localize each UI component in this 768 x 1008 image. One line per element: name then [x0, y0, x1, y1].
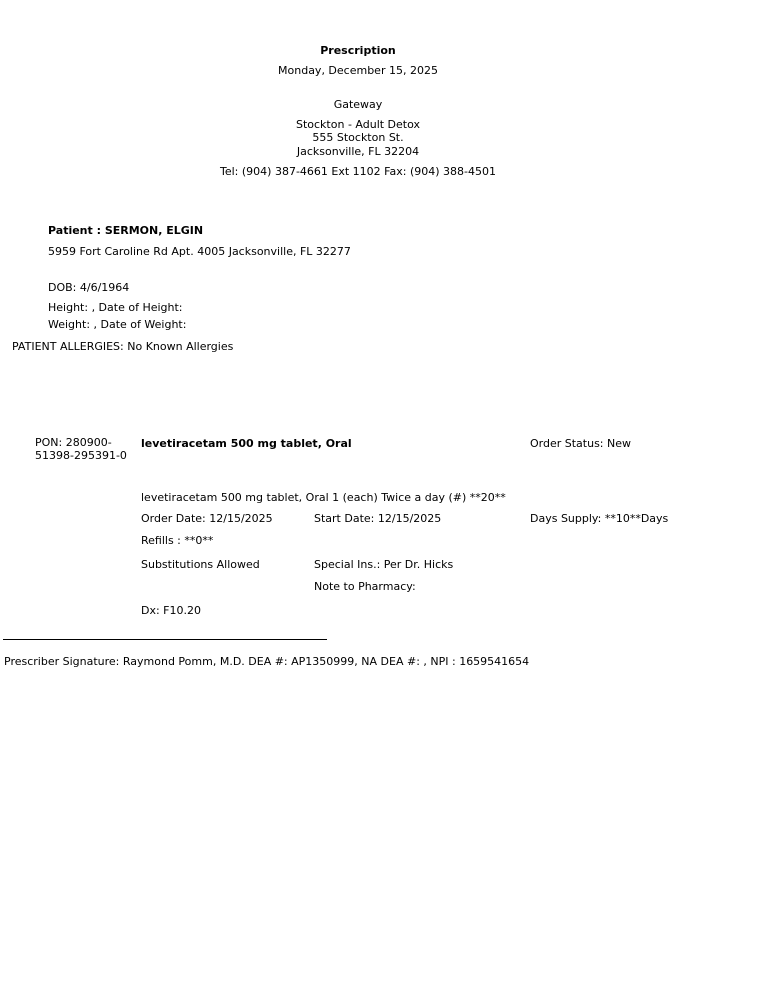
pon-line1: PON: 280900-	[35, 436, 112, 449]
substitutions: Substitutions Allowed	[141, 558, 260, 571]
facility-name: Stockton - Adult Detox	[295, 118, 421, 131]
signature-line	[3, 639, 327, 640]
organization-name: Gateway	[333, 98, 383, 111]
note-to-pharmacy: Note to Pharmacy:	[314, 580, 416, 593]
patient-address: 5959 Fort Caroline Rd Apt. 4005 Jacksonville, FL 32277	[48, 245, 351, 258]
facility-address-line1: 555 Stockton St.	[312, 131, 404, 144]
start-date: Start Date: 12/15/2025	[314, 512, 442, 525]
facility-contact: Tel: (904) 387-4661 Ext 1102 Fax: (904) 388-4501	[220, 165, 496, 178]
document-title: Prescription	[320, 44, 396, 57]
patient-allergies: PATIENT ALLERGIES: No Known Allergies	[12, 340, 234, 353]
facility-address-line2: Jacksonville, FL 32204	[296, 145, 420, 158]
sig-instructions: levetiracetam 500 mg tablet, Oral 1 (each) Twice a day (#) **20**	[141, 491, 506, 504]
document-date: Monday, December 15, 2025	[278, 64, 438, 77]
pon-line2: 51398-295391-0	[35, 449, 127, 462]
diagnosis-code: Dx: F10.20	[141, 604, 202, 617]
special-instructions: Special Ins.: Per Dr. Hicks	[314, 558, 454, 571]
patient-weight: Weight: , Date of Weight:	[48, 318, 187, 331]
refills: Refills : **0**	[141, 534, 214, 547]
patient-name: Patient : SERMON, ELGIN	[48, 224, 204, 237]
prescriber-signature: Prescriber Signature: Raymond Pomm, M.D. DEA #: AP1350999, NA DEA #: , NPI : 1659541654	[4, 655, 530, 668]
patient-height: Height: , Date of Height:	[48, 301, 183, 314]
days-supply: Days Supply: **10**Days	[530, 512, 669, 525]
order-date: Order Date: 12/15/2025	[141, 512, 273, 525]
drug-name: levetiracetam 500 mg tablet, Oral	[141, 437, 352, 450]
order-status: Order Status: New	[530, 437, 632, 450]
patient-dob: DOB: 4/6/1964	[48, 281, 130, 294]
